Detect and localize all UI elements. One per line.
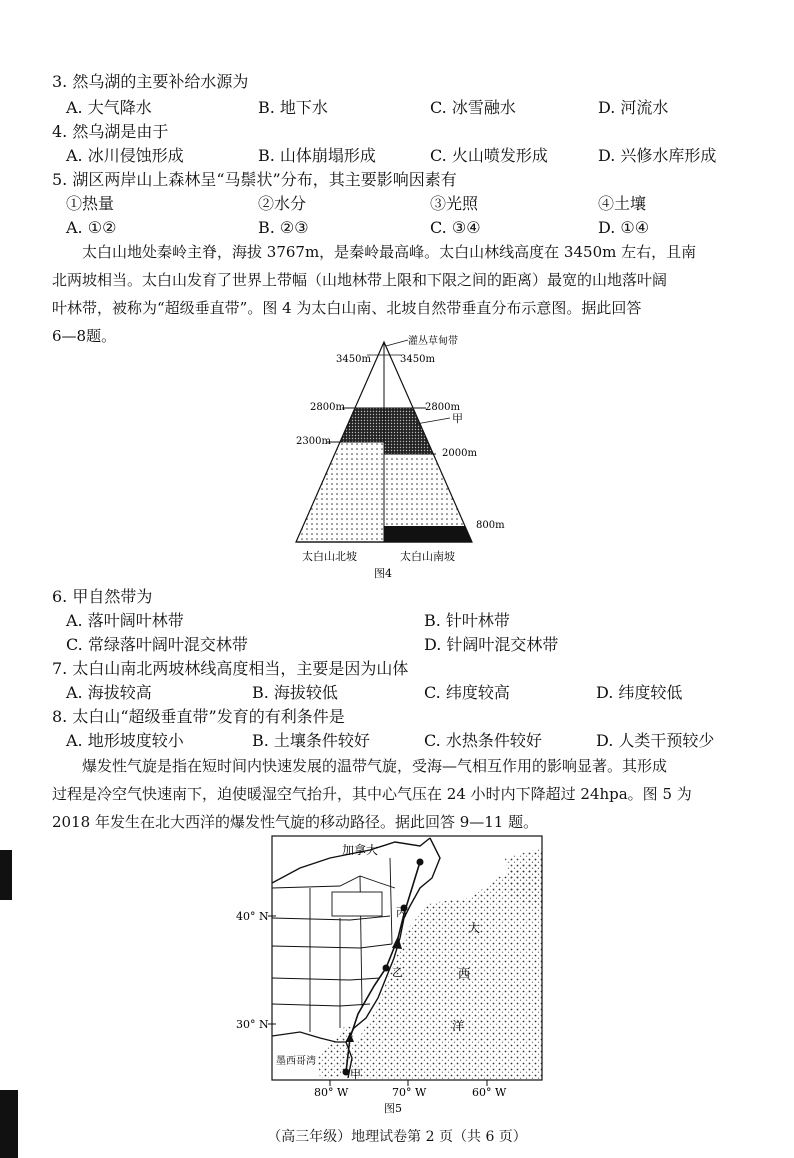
question-4-stem: 4. 然乌湖是由于 bbox=[52, 122, 169, 141]
question-5-stem: 5. 湖区两岸山上森林呈“马鬃状”分布，其主要影响因素有 bbox=[52, 170, 457, 189]
question-6-stem: 6. 甲自然带为 bbox=[52, 587, 153, 606]
point-jia-label: 甲 bbox=[350, 1068, 361, 1081]
jia-belt-label: 甲 bbox=[452, 412, 463, 425]
lon-70w: 70° W bbox=[392, 1086, 427, 1099]
question-3-option-a[interactable]: A. 大气降水 bbox=[66, 98, 152, 117]
south-elev-2000: 2000m bbox=[442, 448, 477, 459]
question-6-option-d[interactable]: D. 针阔叶混交林带 bbox=[424, 635, 559, 654]
north-elev-3450: 3450m bbox=[336, 354, 371, 365]
point-jia bbox=[343, 1069, 350, 1076]
question-6-option-b[interactable]: B. 针叶林带 bbox=[424, 611, 510, 630]
figure-5-cyclone-map bbox=[0, 828, 794, 1118]
question-4-option-b[interactable]: B. 山体崩塌形成 bbox=[258, 146, 376, 165]
figure-4-taibai-zones bbox=[0, 332, 794, 582]
south-slope-label: 太白山南坡 bbox=[400, 550, 455, 563]
south-elev-2800: 2800m bbox=[425, 402, 460, 413]
question-5-factor-2: ②水分 bbox=[258, 194, 307, 213]
question-7-option-a[interactable]: A. 海拔较高 bbox=[66, 683, 152, 702]
ocean-label-yang: 洋 bbox=[452, 1019, 465, 1033]
question-5-factor-3: ③光照 bbox=[430, 194, 479, 213]
figure-5-caption: 图5 bbox=[384, 1102, 402, 1115]
question-5-option-d[interactable]: D. ①④ bbox=[598, 218, 650, 237]
lat-40n: 40° N bbox=[236, 910, 269, 923]
question-5-option-a[interactable]: A. ①② bbox=[66, 218, 117, 237]
question-8-option-d[interactable]: D. 人类干预较少 bbox=[596, 731, 715, 750]
lon-80w: 80° W bbox=[314, 1086, 349, 1099]
question-4-option-a[interactable]: A. 冰川侵蚀形成 bbox=[66, 146, 184, 165]
ocean-label-xi: 西 bbox=[458, 967, 471, 981]
passage-cyclone bbox=[52, 752, 764, 836]
question-5-factor-1: ①热量 bbox=[66, 194, 115, 213]
north-elev-2300: 2300m bbox=[296, 436, 331, 447]
passage-taibai-line-3: 叶林带，被称为“超级垂直带”。图 4 为太白山南、北坡自然带垂直分布示意图。据此回答 bbox=[52, 299, 642, 317]
question-4-option-d[interactable]: D. 兴修水库形成 bbox=[598, 146, 717, 165]
passage-taibai-line-2: 北两坡相当。太白山发育了世界上带幅（山地林带上限和下限之间的距离）最宽的山地落叶阔 bbox=[52, 271, 668, 289]
figure-4-top-label: 灌丛草甸带 bbox=[408, 336, 458, 347]
page-footer: （高三年级）地理试卷第 2 页（共 6 页） bbox=[267, 1129, 527, 1145]
question-6-option-a[interactable]: A. 落叶阔叶林带 bbox=[66, 611, 184, 630]
north-elev-2800: 2800m bbox=[310, 402, 345, 413]
passage-cyclone-line-2: 过程是冷空气快速南下，迫使暖湿空气抬升，其中心气压在 24 小时内下降超过 24hpa。图 5 为 bbox=[52, 785, 692, 803]
question-7-option-c[interactable]: C. 纬度较高 bbox=[424, 683, 510, 702]
passage-cyclone-line-1: 爆发性气旋是指在短时间内快速发展的温带气旋，受海—气相互作用的影响显著。其形成 bbox=[82, 757, 668, 775]
question-4-option-c[interactable]: C. 火山喷发形成 bbox=[430, 146, 548, 165]
south-lower-belt bbox=[384, 454, 478, 526]
figure-4-caption: 图4 bbox=[374, 567, 392, 580]
question-8-option-b[interactable]: B. 土壤条件较好 bbox=[252, 731, 370, 750]
passage-taibai-line-1: 太白山地处秦岭主脊，海拔 3767m，是秦岭最高峰。太白山林线高度在 3450m 左右，且南 bbox=[82, 243, 697, 261]
question-3-option-b[interactable]: B. 地下水 bbox=[258, 98, 328, 117]
question-3-option-d[interactable]: D. 河流水 bbox=[598, 98, 669, 117]
south-elev-3450: 3450m bbox=[400, 354, 435, 365]
question-6-option-c[interactable]: C. 常绿落叶阔叶混交林带 bbox=[66, 635, 248, 654]
ocean-label-da: 大 bbox=[468, 921, 481, 935]
north-slope-label: 太白山北坡 bbox=[302, 550, 357, 563]
question-5-factor-4: ④土壤 bbox=[598, 194, 647, 213]
lat-30n: 30° N bbox=[236, 1018, 269, 1031]
canada-label: 加拿大 bbox=[342, 843, 379, 857]
south-base-belt bbox=[384, 526, 478, 542]
question-5-option-b[interactable]: B. ②③ bbox=[258, 218, 309, 237]
point-bing-label: 丙 bbox=[396, 906, 407, 919]
passage-taibai-line-4: 6—8题。 bbox=[52, 327, 117, 345]
question-8-option-a[interactable]: A. 地形坡度较小 bbox=[66, 731, 184, 750]
point-yi-label: 乙 bbox=[392, 966, 403, 979]
north-lower-belt bbox=[290, 442, 384, 542]
south-elev-800: 800m bbox=[476, 520, 505, 531]
question-8-stem: 8. 太白山“超级垂直带”发育的有利条件是 bbox=[52, 707, 345, 726]
question-3-option-c[interactable]: C. 冰雪融水 bbox=[430, 98, 516, 117]
question-8-option-c[interactable]: C. 水热条件较好 bbox=[424, 731, 542, 750]
lon-60w: 60° W bbox=[472, 1086, 507, 1099]
question-3-stem: 3. 然乌湖的主要补给水源为 bbox=[52, 72, 249, 91]
point-north bbox=[417, 859, 424, 866]
point-yi bbox=[383, 965, 390, 972]
gulf-label: 墨西哥湾 bbox=[276, 1056, 316, 1067]
question-7-stem: 7. 太白山南北两坡林线高度相当，主要是因为山体 bbox=[52, 659, 409, 678]
passage-cyclone-line-3: 2018 年发生在北大西洋的爆发性气旋的移动路径。据此回答 9—11 题。 bbox=[52, 813, 539, 831]
question-5-option-c[interactable]: C. ③④ bbox=[430, 218, 481, 237]
question-7-option-d[interactable]: D. 纬度较低 bbox=[596, 683, 683, 702]
question-7-option-b[interactable]: B. 海拔较低 bbox=[252, 683, 338, 702]
